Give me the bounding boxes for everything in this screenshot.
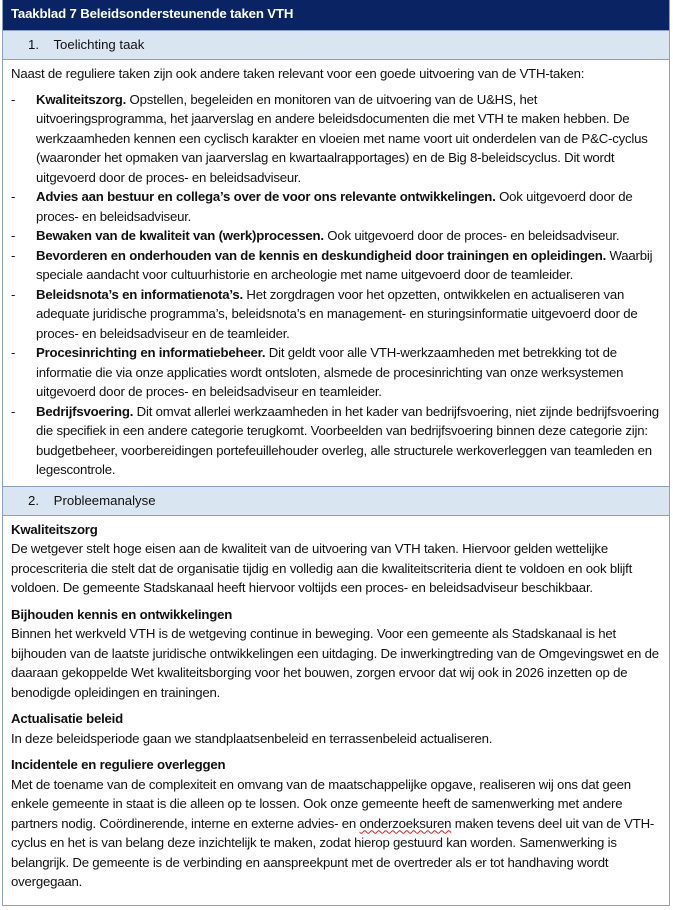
section-label: Probleemanalyse xyxy=(53,492,156,508)
item-text: Opstellen, begeleiden en monitoren van de uitvoering van de U&HS, het uitvoeringsprogramma, het jaarverslag en andere beleidsdocumenten die met VTH te maken hebben. De werkzaamheden kennen een cyclisch karakter en vloeien met name voort uit onderdelen van de P&C-cyclus (waaronder het opmaken van jaarverslag en kwartaalrapportages) en de Big 8-beleidscyclus. Dit wordt uitgevoerd door de proces- en beleidsadviseur. xyxy=(36,91,648,185)
subsection-text xyxy=(11,775,661,892)
item-title: Bevorderen en onderhouden van de kennis en deskundigheid door trainingen en opleidingen. xyxy=(36,247,607,263)
list-item xyxy=(11,90,661,188)
list-item xyxy=(11,187,661,226)
dash-bullet: - xyxy=(11,189,16,204)
list-item xyxy=(11,246,661,285)
item-text: Ook uitgevoerd door de proces- en beleidsadviseur. xyxy=(323,228,620,243)
section-label: Toelichting taak xyxy=(53,37,145,52)
subsection-text: De wetgever stelt hoge eisen aan de kwaliteit van de uitvoering van VTH taken. Hiervoor gelden wettelijke procescriteria die stelt dat de organisatie tijdig en volledig aan die kwaliteitscriteria dient te voldoen en ook blijft voldoen. De gemeente Stadskanaal heeft hiervoor voltijds een proces- en beleidsadviseur beschikbaar. xyxy=(11,541,633,595)
item-title: Bewaken van de kwaliteit van (werk)processen. xyxy=(36,228,324,243)
section-body-toelichting xyxy=(3,60,669,486)
spellcheck-flagged-word[interactable]: onderzoeksuren xyxy=(359,815,452,831)
task-list xyxy=(11,90,661,480)
item-text: Dit omvat allerlei werkzaamheden in het kader van bedrijfsvoering, niet zijnde bedrijfsvoering die specifiek in een andere categorie terugkomt. Voorbeelden van bedrijfsvoering binnen deze categorie zijn: budgetbeheer, voorbereidingen portefeuillehouder overleg, alle structurele werkoverleggen van teamleden en legescontrole. xyxy=(36,403,659,477)
dash-bullet: - xyxy=(11,403,16,419)
subsection-text: In deze beleidsperiode gaan we standplaatsenbeleid en terrassenbeleid actualiseren. xyxy=(11,730,493,746)
text-part: maken tevens deel uit van de VTH-cyclus en het is van belang deze inzichtelijk te maken, zodat hierop gestuurd kan worden. Samenwerking is belangrijk. De gemeente is de verbinding en aanspreekpunt met de overtreder als er tot handhaving wordt overgegaan. xyxy=(11,815,655,889)
document-title: Taakblad 7 Beleidsondersteunende taken VTH xyxy=(3,0,669,30)
list-item xyxy=(11,402,661,480)
subsection-heading: Bijhouden kennis en ontwikkelingen xyxy=(11,606,233,622)
list-item xyxy=(11,343,661,402)
dash-bullet: - xyxy=(11,286,16,302)
dash-bullet: - xyxy=(11,345,16,360)
subsection-text: Binnen het werkveld VTH is de wetgeving continue in beweging. Voor een gemeente als Stadskanaal is het bijhouden van de laatste juridische ontwikkelingen een uitdaging. De inwerkingtreding van de Omgevingswet en de daaraan gekoppelde Wet kwaliteitsborging voor het bouwen, zorgen ervoor dat wij ook in 2026 inzetten op de benodigde opleidingen en trainingen. xyxy=(11,626,659,700)
item-text: Dit geldt voor alle VTH-werkzaamheden met betrekking tot de informatie die via onze applicaties wordt ontsloten, alsmede de procesinrichting van onze werksystemen uitgevoerd door de proces- en beleidsadviseur en teamleider. xyxy=(36,345,624,399)
taakblad-table xyxy=(2,0,670,906)
item-text: Ook uitgevoerd door de proces- en beleidsadviseur. xyxy=(36,189,633,224)
item-title: Bedrijfsvoering. xyxy=(36,403,134,419)
text-part: Met de toename van de complexiteit en omvang van de maatschappelijke opgave, realiseren wij ons dat geen enkele gemeente in staat is die alleen op te lossen. Ook onze gemeente heeft de samenwerking met andere partners nodig. Coördinerende, interne en externe advies- en xyxy=(11,776,631,831)
subsection-heading: Incidentele en reguliere overleggen xyxy=(11,757,226,772)
intro-text: Naast de reguliere taken zijn ook andere taken relevant voor een goede uitvoering van de VTH-taken: xyxy=(11,66,585,81)
item-title: Procesinrichting en informatiebeheer. xyxy=(36,345,266,360)
item-title: Beleidsnota’s en informatienota’s. xyxy=(36,286,243,302)
item-text: Het zorgdragen voor het opzetten, ontwikkelen en actualiseren van adequate juridische programma’s, beleidsnota’s en management- en sturingsinformatie uitgevoerd door de proces- en beleidsadviseur en de teamleider. xyxy=(36,286,638,341)
section-number: 2. xyxy=(28,492,39,508)
dash-bullet: - xyxy=(11,247,16,263)
section-number: 1. xyxy=(28,37,39,52)
subsection-heading: Kwaliteitszorg xyxy=(11,521,98,537)
list-item xyxy=(11,226,661,246)
item-text: Waarbij speciale aandacht voor cultuurhistorie en archeologie met name uitgevoerd door de teamleider. xyxy=(36,247,653,282)
section-header-probleemanalyse xyxy=(3,486,669,516)
item-title: Advies aan bestuur en collega’s over de voor ons relevante ontwikkelingen. xyxy=(36,189,496,204)
section-header-toelichting xyxy=(3,30,669,60)
subsection-heading: Actualisatie beleid xyxy=(11,711,123,726)
section-body-probleemanalyse xyxy=(3,516,669,905)
dash-bullet: - xyxy=(11,228,16,243)
list-item xyxy=(11,285,661,344)
dash-bullet: - xyxy=(11,91,16,107)
item-title: Kwaliteitszorg. xyxy=(36,91,127,107)
